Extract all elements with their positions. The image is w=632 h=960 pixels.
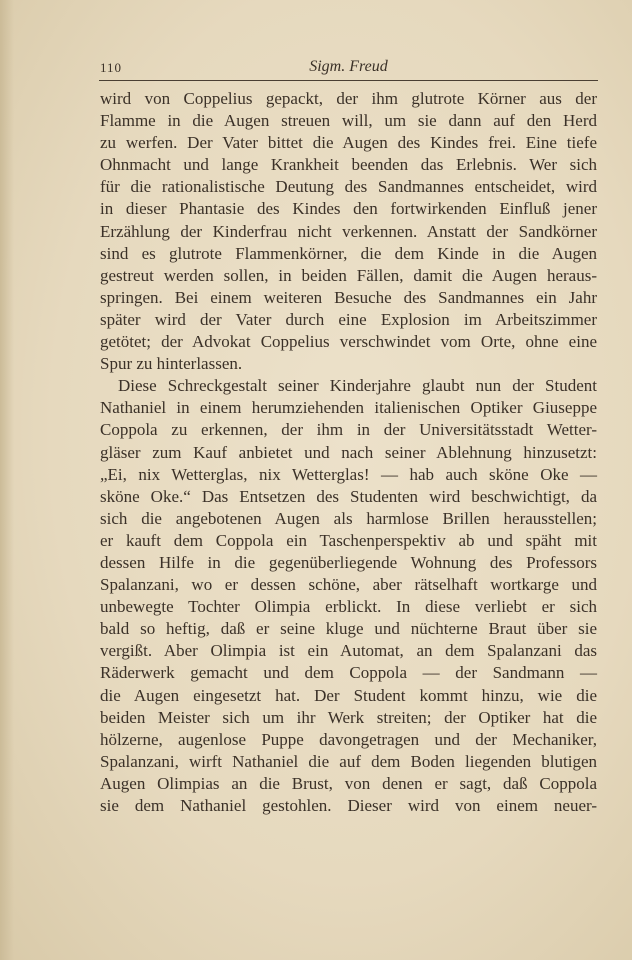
- text-line: „Ei, nix Wetterglas, nix Wetterglas! — hab auch sköne Oke —: [100, 464, 597, 484]
- text-line: Nathaniel in einem herumziehenden italienischen Optiker Giuseppe: [100, 398, 597, 418]
- text-line: Diese Schreckgestalt seiner Kinderjahre glaubt nun der Student: [118, 376, 597, 396]
- text-line: er kauft dem Coppola ein Taschenperspektiv ab und späht mit: [100, 530, 597, 550]
- text-line: Flamme in die Augen streuen will, um sie dann auf den Herd: [100, 111, 597, 131]
- text-line: sie dem Nathaniel gestohlen. Dieser wird von einem neuer-: [100, 796, 597, 815]
- text-line: unbewegte Tochter Olimpia erblickt. In diese verliebt er sich: [100, 597, 597, 617]
- text-line: hölzerne, augenlose Puppe davongetragen und der Mechaniker,: [100, 729, 597, 749]
- text-line: Ohnmacht und lange Krankheit beenden das Erlebnis. Wer sich: [100, 155, 597, 175]
- text-line: Spalanzani, wirft Nathaniel die auf dem Boden liegenden blutigen: [100, 751, 597, 771]
- text-line: gläser zum Kauf anbietet und nach seiner Ablehnung hinzusetzt:: [100, 442, 597, 462]
- page-header: [99, 58, 598, 81]
- text-line: wird von Coppelius gepackt, der ihm glutrote Körner aus der: [100, 89, 597, 108]
- text-line: bald so heftig, daß er seine kluge und nüchterne Braut über sie: [100, 619, 597, 639]
- text-line: Coppola zu erkennen, der ihm in der Universitätsstadt Wetter-: [100, 420, 597, 440]
- text-line: beiden Meister sich um ihr Werk streiten; der Optiker hat die: [100, 707, 597, 727]
- text-line: sind es glutrote Flammenkörner, die dem Kinde in die Augen: [100, 243, 597, 263]
- text-line: gestreut werden sollen, in beiden Fällen, damit die Augen heraus-: [100, 265, 597, 285]
- text-line: Spur zu hinterlassen.: [100, 354, 243, 374]
- text-line: Erzählung der Kinderfrau nicht verkennen. Anstatt der Sandkörner: [100, 221, 597, 241]
- text-line: springen. Bei einem weiteren Besuche des Sandmannes ein Jahr: [100, 287, 597, 307]
- page-edge-shadow: [0, 0, 14, 960]
- body-text: [100, 88, 597, 817]
- text-line: getötet; der Advokat Coppelius verschwindet vom Orte, ohne eine: [100, 332, 597, 352]
- running-title: Sigm. Freud: [309, 58, 388, 75]
- text-line: Räderwerk gemacht und dem Coppola — der Sandmann —: [100, 663, 597, 683]
- text-line: später wird der Vater durch eine Explosion im Arbeitszimmer: [100, 309, 597, 329]
- text-line: sköne Oke.“ Das Entsetzen des Studenten wird beschwichtigt, da: [100, 486, 597, 506]
- text-line: dessen Hilfe in die gegenüberliegende Wohnung des Professors: [100, 552, 597, 572]
- text-line: Spalanzani, wo er dessen schöne, aber rätselhaft wortkarge und: [100, 575, 597, 595]
- text-line: zu werfen. Der Vater bittet die Augen des Kindes frei. Eine tiefe: [100, 133, 597, 153]
- text-line: sich die angebotenen Augen als harmlose Brillen herausstellen;: [100, 508, 597, 528]
- text-line: für die rationalistische Deutung des Sandmannes entscheidet, wird: [100, 177, 597, 197]
- page-number: 110: [100, 60, 123, 75]
- text-line: vergißt. Aber Olimpia ist ein Automat, an dem Spalanzani das: [100, 641, 597, 661]
- text-line: die Augen eingesetzt hat. Der Student kommt hinzu, wie die: [100, 685, 597, 705]
- text-line: in dieser Phantasie des Kindes den fortwirkenden Einfluß jener: [100, 199, 597, 219]
- text-line: Augen Olimpias an die Brust, von denen er sagt, daß Coppola: [100, 773, 597, 793]
